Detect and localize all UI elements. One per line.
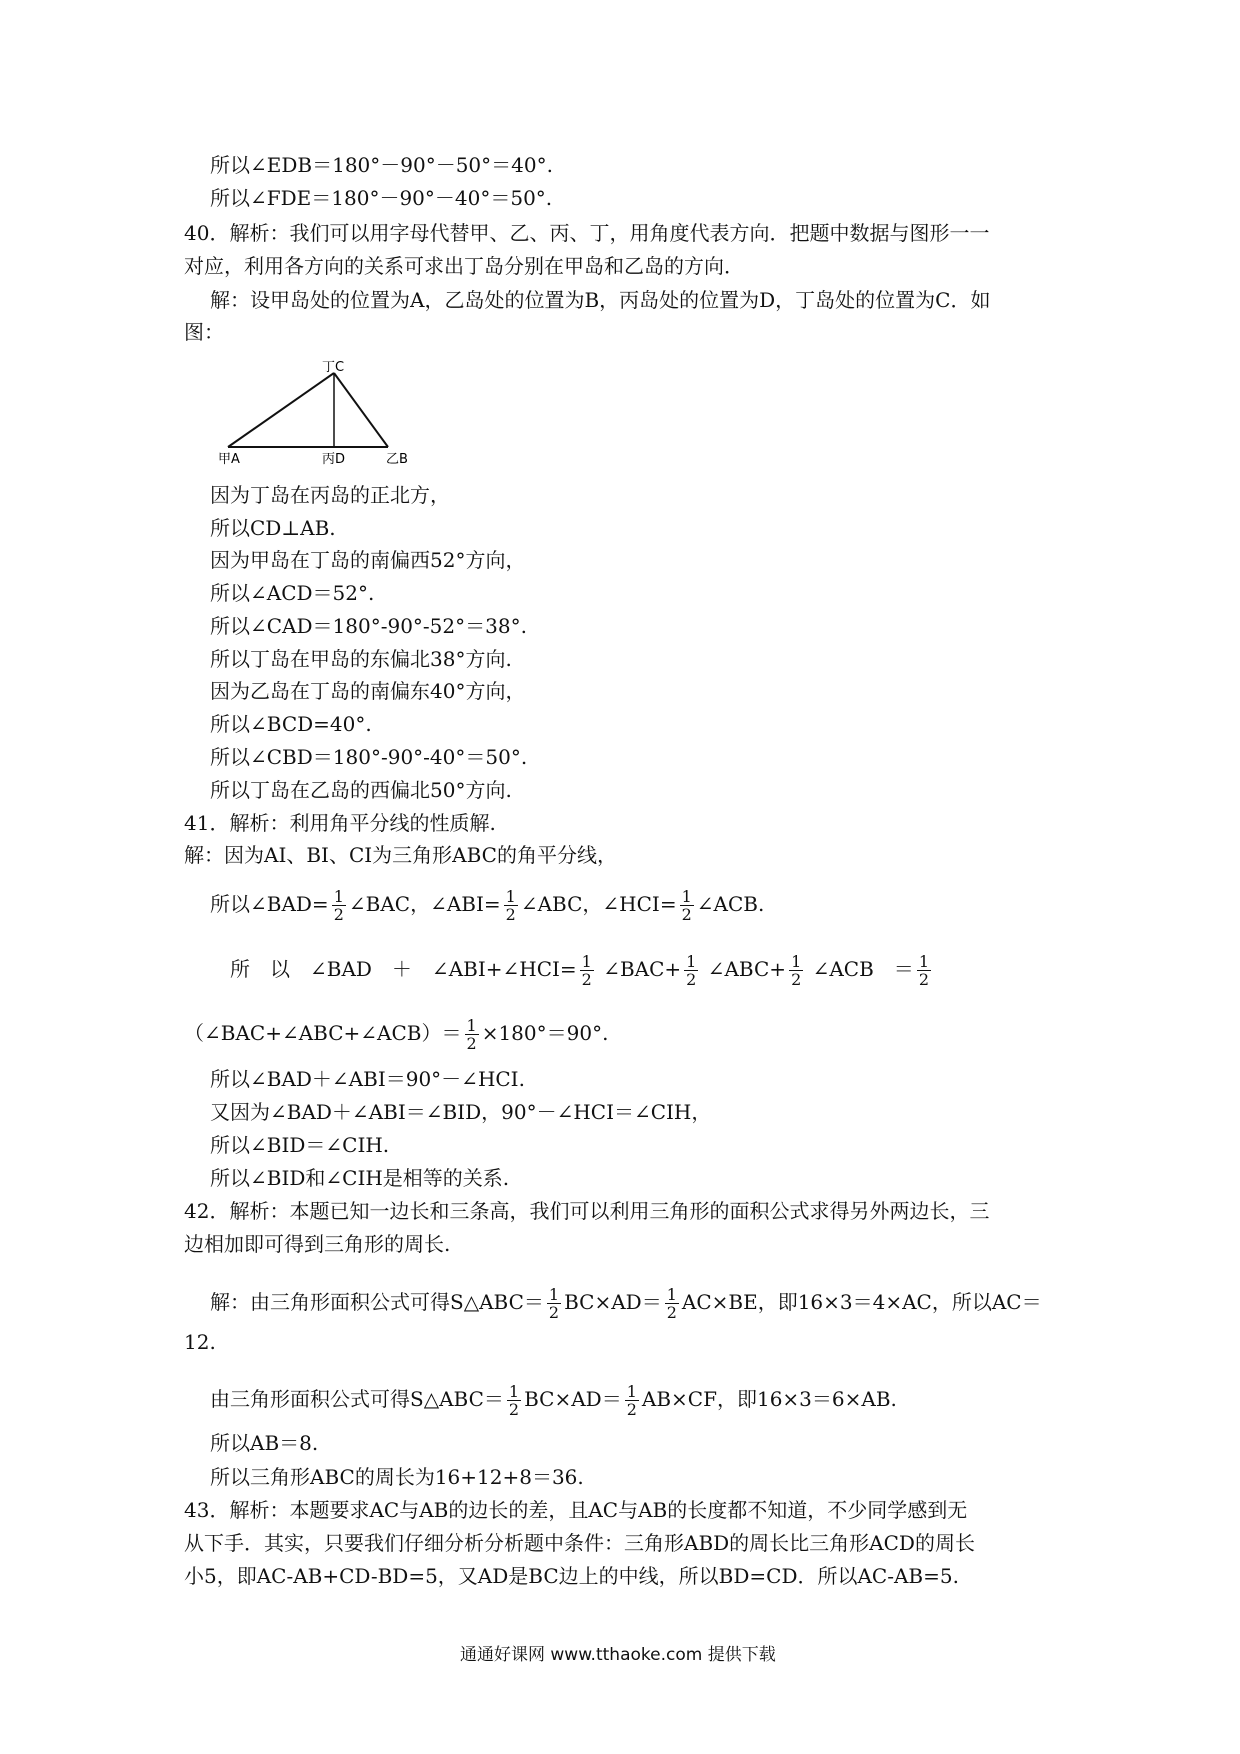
text-line: 40．解析：我们可以用字母代替甲、乙、丙、丁，用角度代表方向．把题中数据与图形一一 (184, 221, 990, 245)
formula-text: ∠ACB ＝ (812, 957, 914, 981)
text-line: 所以∠BAD＋∠ABI＝90°－∠HCI. (210, 1067, 525, 1091)
text-line: 所以∠ACD＝52°. (210, 581, 375, 605)
text-line: 41．解析：利用角平分线的性质解. (184, 811, 496, 835)
formula-line (210, 888, 764, 923)
formula-text: 由三角形面积公式可得S△ABC＝ (210, 1387, 504, 1411)
text-line: 43．解析：本题要求AC与AB的边长的差，且AC与AB的长度都不知道，不少同学感到无 (184, 1498, 968, 1522)
text-line: 所以CD⊥AB. (210, 516, 336, 540)
formula-text: ×180°＝90°. (481, 1021, 609, 1045)
page-footer: 通通好课网 www.tthaoke.com 提供下载 (460, 1645, 776, 1665)
fraction-half: $\frac{1}{2}$ (508, 1382, 520, 1419)
formula-text: BC×AD＝ (564, 1290, 662, 1314)
text-line: 从下手．其实，只要我们仔细分析分析题中条件：三角形ABD的周长比三角形ACD的周长 (184, 1531, 975, 1555)
formula-text: BC×AD＝ (524, 1387, 622, 1411)
formula-text: 解：由三角形面积公式可得S△ABC＝ (210, 1290, 544, 1314)
text-line: 42．解析：本题已知一边长和三条高，我们可以利用三角形的面积公式求得另外两边长，三 (184, 1199, 990, 1223)
formula-line (210, 1286, 1042, 1321)
formula-text: AC×BE，即16×3＝4×AC，所以AC＝ (681, 1290, 1042, 1314)
text-line: 因为丁岛在丙岛的正北方， (210, 483, 450, 507)
side-cb (334, 373, 388, 447)
text-line: 又因为∠BAD＋∠ABI＝∠BID，90°－∠HCI＝∠CIH， (210, 1100, 712, 1124)
formula-line (210, 1383, 897, 1418)
label-a: 甲A (218, 452, 240, 465)
text-line: 所以∠BCD=40°. (210, 712, 372, 736)
formula-text: ∠BAC，∠ABI= (348, 892, 501, 916)
text-line: 所以∠CBD＝180°-90°-40°＝50°. (210, 745, 528, 769)
text-line: 解：因为AI、BI、CI为三角形ABC的角平分线， (184, 843, 617, 867)
formula-text: ∠ABC，∠HCI= (520, 892, 677, 916)
fraction-half: $\frac{1}{2}$ (666, 1285, 677, 1322)
text-line: 所以AB＝8. (210, 1431, 319, 1455)
fraction-half: $\frac{1}{2}$ (918, 952, 929, 989)
label-c: 丁C (322, 360, 345, 375)
label-d: 丙D (322, 452, 346, 465)
text-line: 所以丁岛在甲岛的东偏北38°方向. (210, 647, 512, 671)
text-line: 12. (184, 1330, 216, 1354)
text-line: 图： (184, 320, 224, 344)
text-line: 因为乙岛在丁岛的南偏东40°方向， (210, 679, 526, 703)
formula-line (184, 1017, 608, 1052)
text-line: 所以三角形ABC的周长为16+12+8＝36. (210, 1465, 584, 1489)
text-line: 因为甲岛在丁岛的南偏西52°方向， (210, 548, 526, 572)
fraction-half: $\frac{1}{2}$ (466, 1016, 477, 1053)
text-line: 所以∠EDB＝180°－90°－50°＝40°. (210, 153, 553, 177)
formula-text: AB×CF，即16×3＝6×AB. (641, 1387, 897, 1411)
formula-text: （∠BAC+∠ABC+∠ACB）＝ (184, 1021, 462, 1045)
text-line: 解：设甲岛处的位置为A，乙岛处的位置为B，丙岛处的位置为D，丁岛处的位置为C．如 (210, 288, 991, 312)
formula-text: 所以∠BAD= (210, 892, 329, 916)
fraction-half: $\frac{1}{2}$ (548, 1285, 560, 1322)
fraction-half: $\frac{1}{2}$ (681, 887, 692, 924)
text-line: 所以∠FDE＝180°－90°－40°＝50°. (210, 186, 553, 210)
fraction-half: $\frac{1}{2}$ (626, 1382, 637, 1419)
triangle-figure (210, 355, 450, 465)
fraction-half: $\frac{1}{2}$ (333, 887, 344, 924)
side-ca (228, 373, 334, 447)
text-line: 小5，即AC-AB+CD-BD=5，又AD是BC边上的中线，所以BD=CD．所以AC-AB=5. (184, 1564, 959, 1588)
text-line: 所以∠BID＝∠CIH. (210, 1133, 390, 1157)
text-line: 所以∠CAD＝180°-90°-52°＝38°. (210, 614, 527, 638)
text-line: 所以丁岛在乙岛的西偏北50°方向. (210, 778, 512, 802)
fraction-half: $\frac{1}{2}$ (581, 952, 592, 989)
fraction-half: $\frac{1}{2}$ (791, 952, 802, 989)
label-b: 乙B (386, 452, 408, 465)
formula-text: 所 以 ∠BAD ＋ ∠ABI+∠HCI= (230, 957, 577, 981)
formula-text: ∠ABC+ (707, 957, 787, 981)
text-line: 边相加即可得到三角形的周长. (184, 1232, 451, 1256)
text-line: 所以∠BID和∠CIH是相等的关系. (210, 1166, 510, 1190)
formula-text: ∠ACB. (696, 892, 765, 916)
fraction-half: $\frac{1}{2}$ (505, 887, 516, 924)
text-line: 对应，利用各方向的关系可求出丁岛分别在甲岛和乙岛的方向． (184, 254, 744, 278)
formula-line (230, 953, 934, 988)
formula-text: ∠BAC+ (603, 957, 682, 981)
fraction-half: $\frac{1}{2}$ (686, 952, 697, 989)
